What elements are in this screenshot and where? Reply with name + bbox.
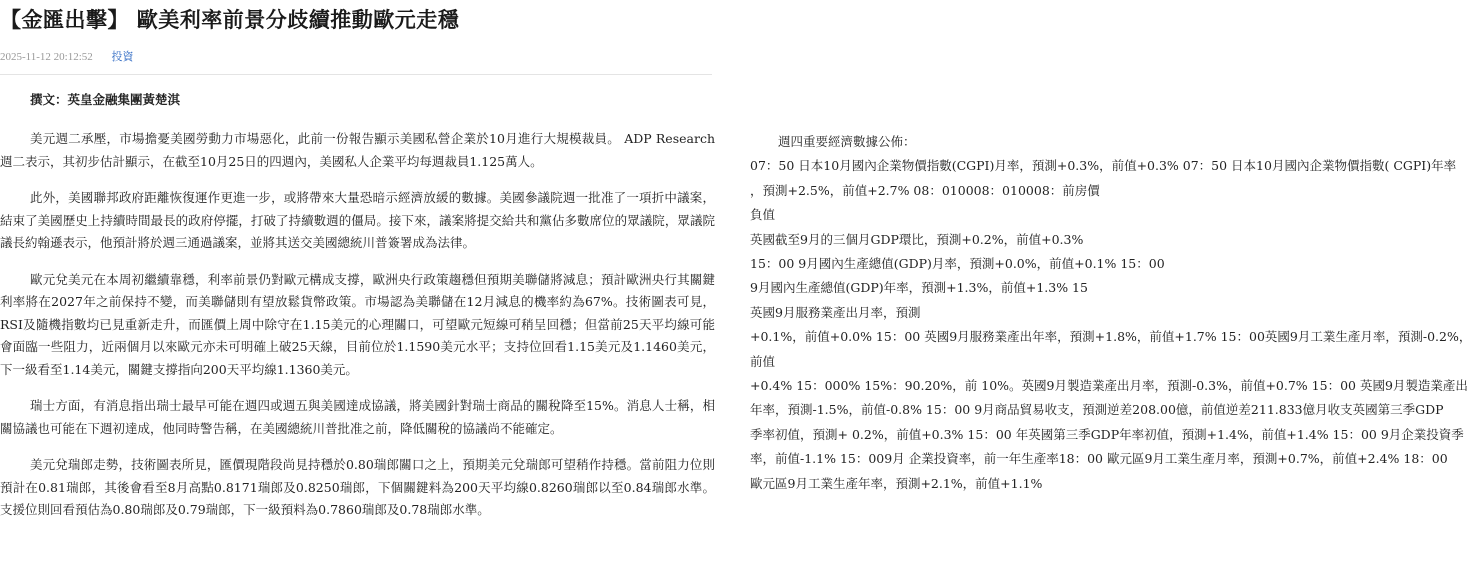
body-paragraph: 美元週二承壓，市場擔憂美國勞動力市場惡化，此前一份報告顯示美國私營企業於10月進行大規模裁員。 ADP Research週二表示，其初步估計顯示，在截至10月25日的四週內，美國私人企業平均每週裁員1.125萬人。: [0, 131, 715, 169]
calendar-line: 15：00 9月國內生產總值(GDP)月率，預測+0.0%，前值+0.1% 15：00: [750, 256, 1165, 272]
article-meta: [0, 48, 134, 64]
category-link[interactable]: 投資: [111, 51, 134, 63]
article-title: 【金匯出擊】 歐美利率前景分歧續推動歐元走穩: [0, 8, 460, 32]
economic-data-calendar: [750, 130, 1471, 496]
calendar-line: 英國截至9月的三個月GDP環比，預測+0.2%，前值+0.3%: [750, 231, 1084, 247]
calendar-line: 年率，預測-1.5%，前值-0.8% 15：00 9月商品貿易收支，預測逆差208.00億，前值逆差211.833億月收支英國第三季GDP: [750, 402, 1444, 418]
calendar-line: 率，前值-1.1% 15：009月 企業投資率，前一年生產率18：00 歐元區9月工業生產月率，預測+0.7%，前值+2.4% 18：00: [750, 451, 1448, 467]
calendar-line: 前值: [750, 353, 776, 369]
calendar-line: 季率初值，預測+ 0.2%，前值+0.3% 15：00 年英國第三季GDP年率初值，預測+1.4%，前值+1.4% 15：00 9月企業投資季: [750, 426, 1464, 442]
body-paragraph: 瑞士方面，有消息指出瑞士最早可能在週四或週五與美國達成協議，將美國針對瑞士商品的關稅降至15%。消息人士稱，相關協議也可能在下週初達成，他同時警告稱，在美國總統川普批准之前，降低關稅的協議尚不能確定。: [0, 398, 715, 436]
article-author: 撰文：英皇金融集團黃楚淇: [30, 92, 181, 107]
calendar-line: 負值: [750, 207, 776, 223]
calendar-line: +0.1%，前值+0.0% 15：00 英國9月服務業產出年率，預測+1.8%，前值+1.7% 15：00英國9月工業生產月率，預測-0.2%，: [750, 329, 1471, 345]
calendar-line: 歐元區9月工業生產年率，預測+2.1%，前值+1.1%: [750, 475, 1043, 491]
publish-timestamp: 2025-11-12 20:12:52: [0, 51, 93, 63]
calendar-line: 9月國內生產總值(GDP)年率，預測+1.3%，前值+1.3% 15: [750, 280, 1088, 296]
header-divider: [0, 74, 712, 75]
body-paragraph: 此外，美國聯邦政府距離恢復運作更進一步，或將帶來大量恐暗示經濟放緩的數據。美國參議院週一批准了一項折中議案，結束了美國歷史上持續時間最長的政府停擺，打破了持續數週的僵局。接下來，議案將提交給共和黨佔多數席位的眾議院，眾議院議長約翰遜表示，他預計將於週三通過議案，並將其送交美國總統川普簽署成為法律。: [0, 190, 715, 250]
article-body: [0, 128, 715, 536]
calendar-heading: 週四重要經濟數據公佈：: [778, 134, 916, 149]
body-paragraph: 美元兌瑞郎走勢，技術圖表所見，匯價現階段尚見持穩於0.80瑞郎關口之上，預期美元兌瑞郎可望稍作持穩。當前阻力位則預計在0.81瑞郎，其後會看至8月高點0.8171瑞郎及0.8250瑞郎，下個關鍵料為200天平均線0.8260瑞郎以至0.84瑞郎水準。支援位則回看預估為0.80瑞郎及0.79瑞郎，下一級預料為0.7860瑞郎及0.78瑞郎水準。: [0, 457, 715, 517]
calendar-line: +0.4% 15：000% 15%：90.20%，前 10%。英國9月製造業產出月率，預測-0.3%，前值+0.7% 15：00 英國9月製造業產出: [750, 378, 1468, 394]
body-paragraph: 歐元兌美元在本周初繼續靠穩，利率前景仍對歐元構成支撐，歐洲央行政策趨穩但預期美聯儲將減息；預計歐洲央行其關鍵利率將在2027年之前保持不變，而美聯儲則有望放鬆貨幣政策。市場認為美聯儲在12月減息的機率約為67%。技術圖表可見，RSI及隨機指數均已見重新走升，而匯價上周中除守在1.15美元的心理關口，可望歐元短線可稍呈回穩；但當前25天平均線可能會面臨一些阻力，近兩個月以來歐元亦未可明確上破25天線，目前位於1.1590美元水平；支持位回看1.15美元及1.1460美元，下一級看至1.14美元，關鍵支撐指向200天平均線1.1360美元。: [0, 271, 715, 377]
calendar-line: 英國9月服務業產出月率，預測: [750, 304, 921, 320]
calendar-line: ，預測+2.5%，前值+2.7% 08：010008：010008：前房價: [750, 182, 1100, 198]
calendar-line: 07：50 日本10月國內企業物價指數(CGPI)月率，預測+0.3%，前值+0.3% 07：50 日本10月國內企業物價指數( CGPI)年率: [750, 158, 1457, 174]
